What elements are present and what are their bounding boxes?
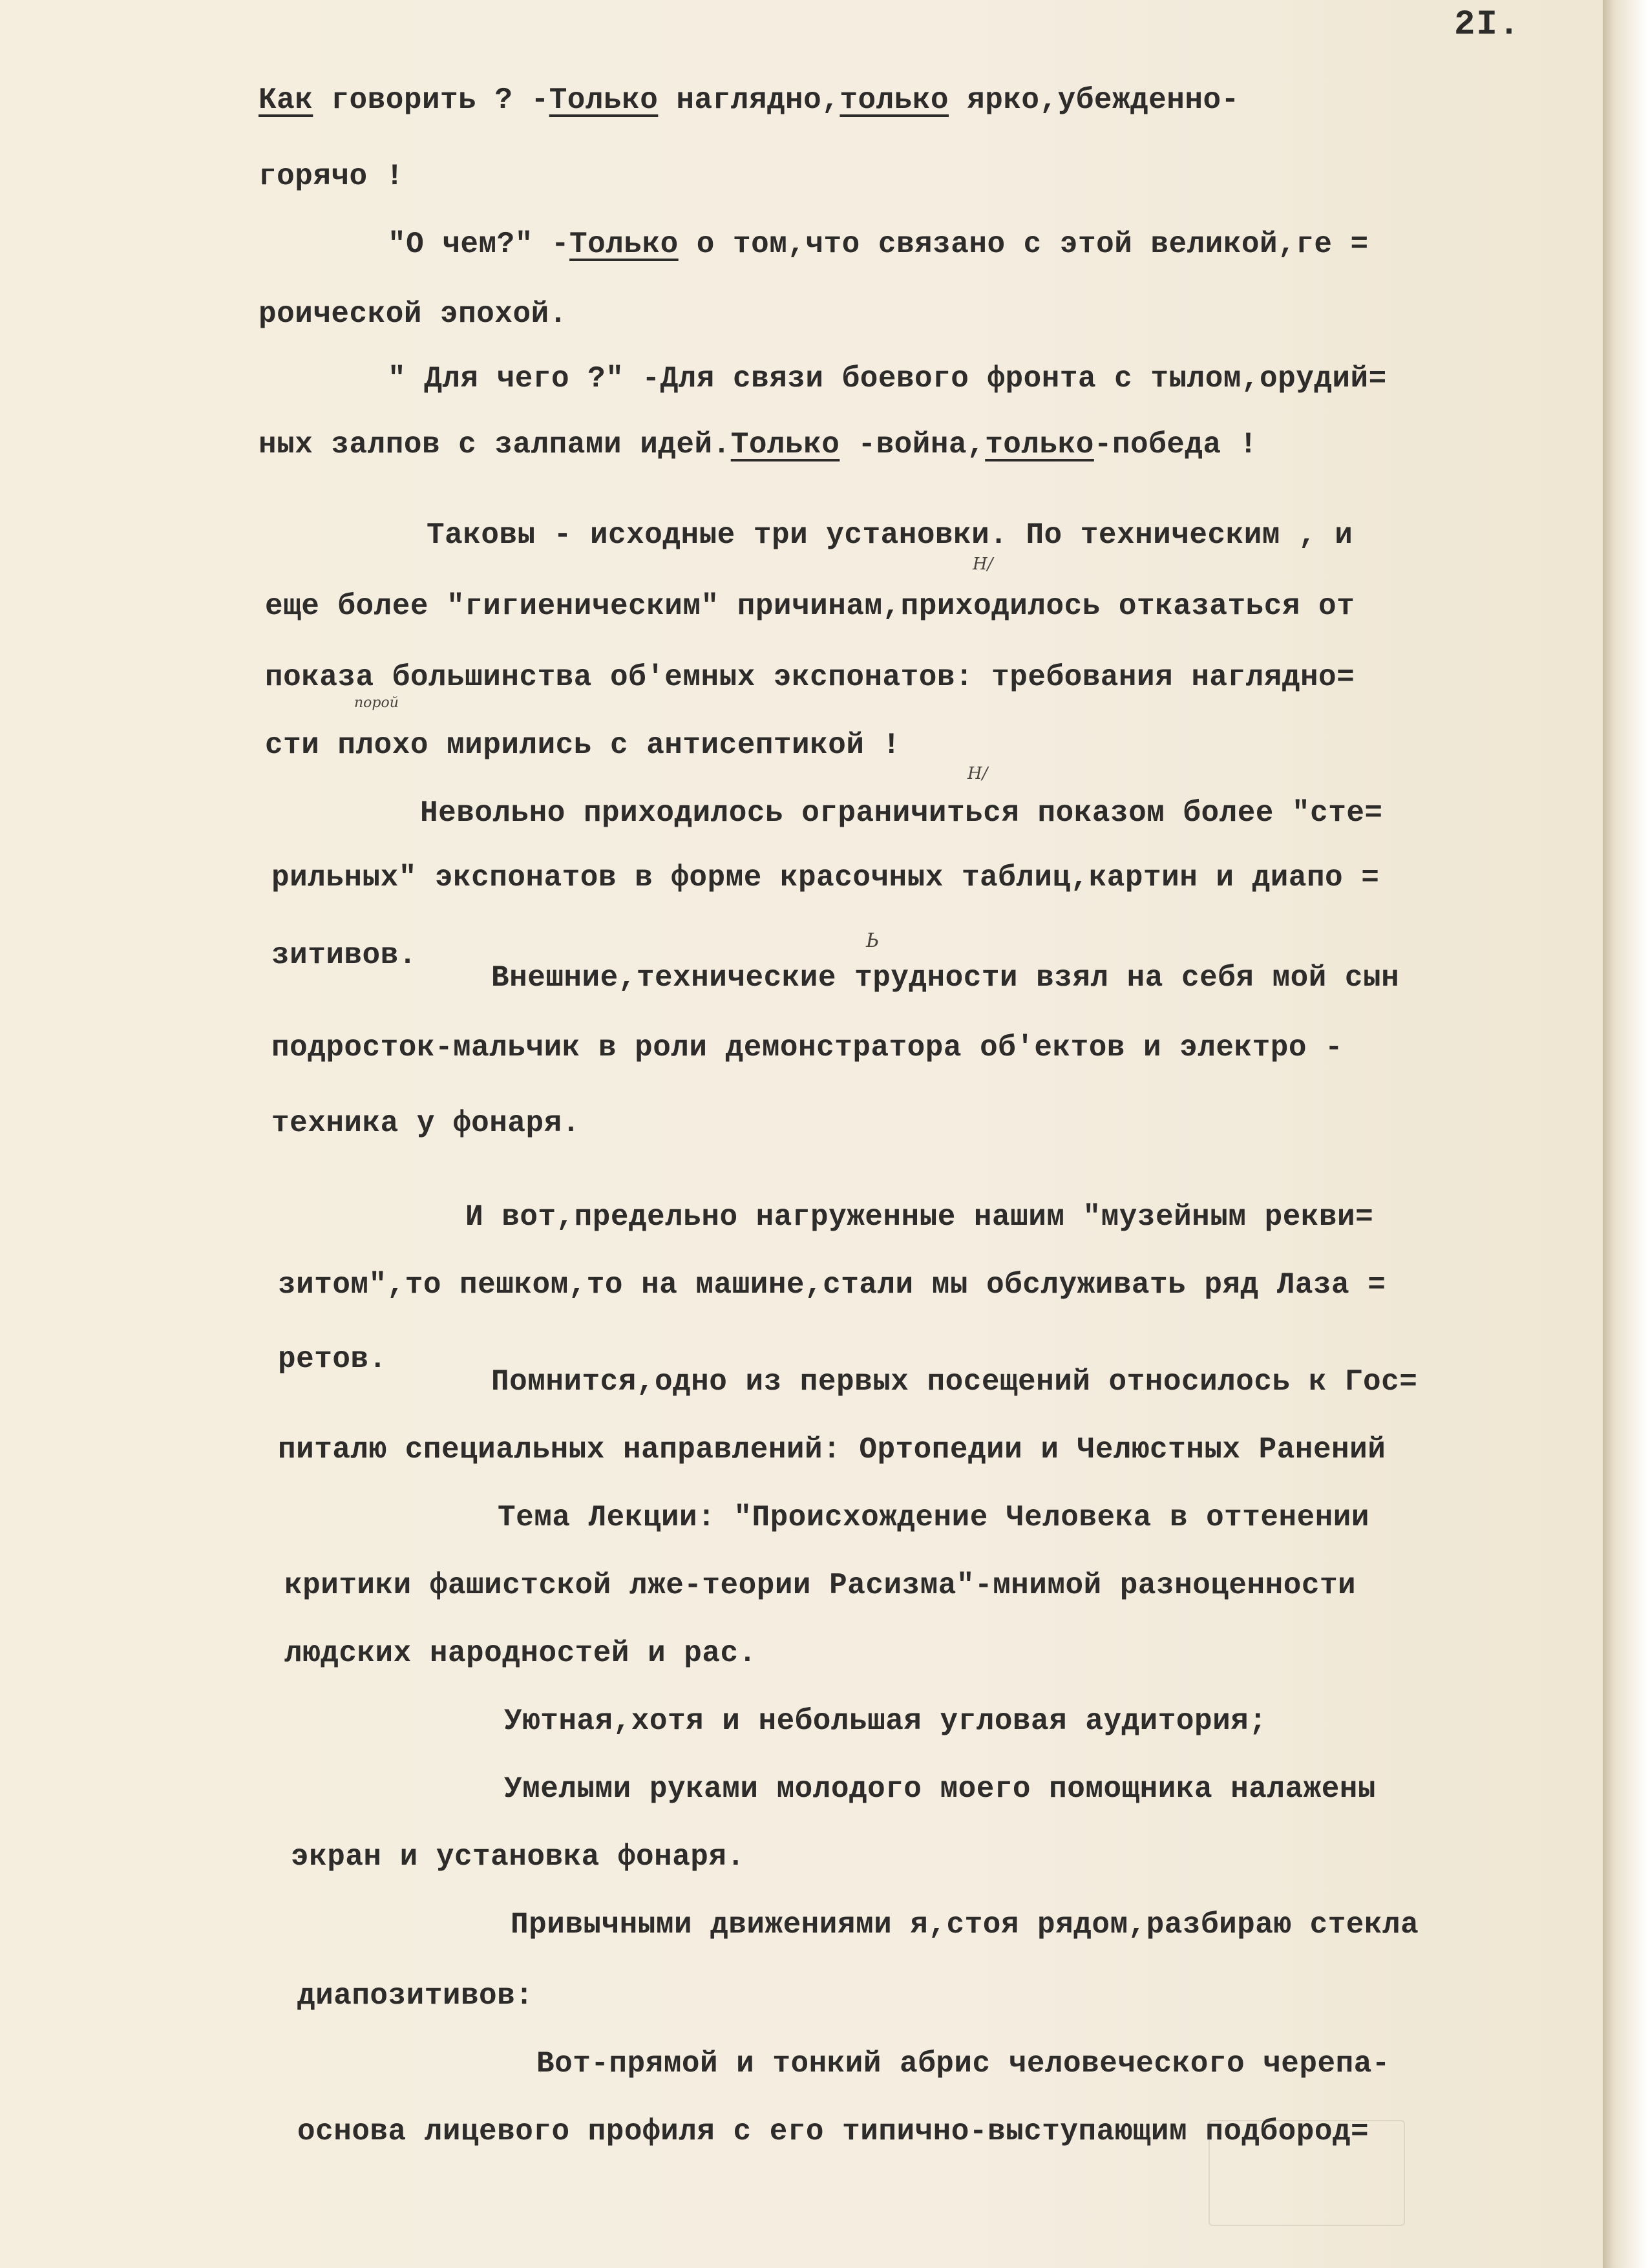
- text-line: [504, 1774, 1376, 1804]
- handwritten-insertion: порой: [354, 695, 399, 711]
- handwritten-correction: Н/: [967, 764, 988, 783]
- page-edge: [1603, 0, 1648, 2268]
- text-segment: питалю специальных направлений: Ортопедии и Челюстных Ранений: [278, 1433, 1386, 1467]
- text-segment: зитом",то пешком,то на машине,стали мы обслуживать ряд Лаза =: [278, 1268, 1386, 1302]
- text-segment: зитивов.: [271, 938, 417, 972]
- text-segment: сти плохо мирились с антисептикой !: [265, 728, 901, 762]
- text-line: [259, 162, 404, 191]
- underlined-word: только: [985, 428, 1094, 461]
- text-segment: "О чем?" -: [388, 228, 570, 261]
- text-segment: показа большинства об'емных экспонатов: требования наглядно=: [265, 661, 1355, 694]
- underlined-word: Только: [730, 428, 840, 461]
- text-line: [265, 662, 1355, 692]
- text-segment: горячо !: [259, 160, 404, 193]
- text-segment: подросток-мальчик в роли демонстратора об'ектов и электро -: [271, 1031, 1344, 1065]
- text-segment: еще более "гигиеническим" причинам,приходилось отказаться от: [265, 589, 1355, 623]
- text-segment: Помнится,одно из первых посещений относилось к Гос=: [491, 1365, 1418, 1399]
- text-line: [388, 364, 1387, 394]
- text-line: [498, 1503, 1369, 1532]
- text-line: [278, 1435, 1386, 1465]
- text-segment: техника у фонаря.: [271, 1107, 580, 1140]
- text-segment: Таковы - исходные три установки. По техническим , и: [427, 518, 1353, 552]
- text-line: [265, 591, 1355, 621]
- page-number: 2I.: [1454, 5, 1521, 45]
- underlined-word: Только: [569, 228, 679, 261]
- text-segment: основа лицевого профиля с его типично-выступающим подбород=: [297, 2115, 1369, 2148]
- text-segment: Невольно приходилось ограничиться показом более "сте=: [420, 796, 1383, 830]
- text-line: [297, 1981, 533, 2011]
- text-segment: " Для чего ?" -Для связи боевого фронта с тылом,орудий=: [388, 362, 1387, 396]
- text-line: [511, 1910, 1419, 1940]
- text-segment: -победа !: [1093, 428, 1258, 461]
- text-segment: -война,: [840, 428, 986, 461]
- text-line: [284, 1571, 1356, 1600]
- text-line: [536, 2049, 1390, 2079]
- text-segment: Привычными движениями я,стоя рядом,разбираю стекла: [511, 1908, 1419, 1942]
- text-segment: говорить ? -: [313, 83, 549, 117]
- text-segment: ных залпов с залпами идей.: [259, 428, 731, 461]
- text-line: [284, 1638, 757, 1668]
- text-line: [259, 85, 1240, 115]
- text-segment: о том,что связано с этой великой,ге =: [678, 228, 1369, 261]
- text-segment: рильных" экспонатов в форме красочных таблиц,картин и диапо =: [271, 861, 1380, 895]
- handwritten-correction: Н/: [973, 555, 993, 574]
- text-segment: И вот,предельно нагруженные нашим "музейным рекви=: [465, 1200, 1374, 1234]
- text-line: [491, 1367, 1417, 1397]
- text-segment: ярко,убежденно-: [949, 83, 1240, 117]
- text-line: [271, 1108, 580, 1138]
- text-segment: экран и установка фонаря.: [291, 1840, 745, 1874]
- text-line: [259, 299, 567, 329]
- text-segment: роической эпохой.: [259, 297, 567, 331]
- text-segment: Тема Лекции: "Происхождение Человека в оттенении: [498, 1501, 1370, 1534]
- text-line: [388, 229, 1369, 259]
- faded-stamp: [1209, 2120, 1405, 2226]
- text-segment: наглядно,: [658, 83, 840, 117]
- handwritten-correction: Ь: [866, 929, 880, 952]
- text-line: [265, 730, 901, 760]
- text-line: [271, 940, 417, 970]
- underlined-word: только: [840, 83, 949, 117]
- text-line: [271, 863, 1379, 893]
- text-segment: Внешние,технические трудности взял на себя мой сын: [491, 961, 1400, 995]
- text-line: [491, 963, 1399, 993]
- text-segment: Умелыми руками молодого моего помощника налажены: [504, 1772, 1377, 1806]
- text-line: [278, 1270, 1386, 1300]
- text-segment: людских народностей и рас.: [284, 1637, 757, 1670]
- text-line: [271, 1033, 1343, 1063]
- text-line: [259, 430, 1258, 460]
- text-line: [420, 798, 1383, 828]
- underlined-word: Только: [549, 83, 659, 117]
- text-segment: диапозитивов:: [297, 1979, 534, 2013]
- text-line: [291, 1842, 745, 1872]
- text-line: [465, 1202, 1373, 1232]
- text-line: [504, 1706, 1267, 1736]
- text-line: [278, 1344, 387, 1374]
- text-segment: Уютная,хотя и небольшая угловая аудитория;: [504, 1704, 1267, 1738]
- text-segment: ретов.: [278, 1342, 387, 1376]
- text-segment: Вот-прямой и тонкий абрис человеческого черепа-: [536, 2047, 1390, 2081]
- text-line: [427, 520, 1353, 550]
- underlined-word: Как: [259, 83, 313, 117]
- text-segment: критики фашистской лже-теории Расизма"-мнимой разноценности: [284, 1569, 1357, 1602]
